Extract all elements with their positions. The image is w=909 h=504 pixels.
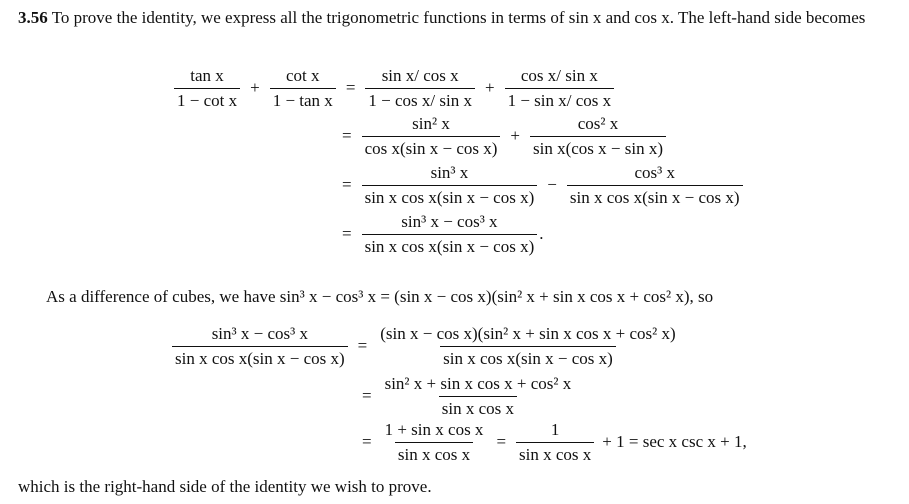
frac-sin-cos-ratio	[365, 66, 475, 110]
denominator: sin x cos x	[516, 442, 594, 465]
denominator: 1 − sin x/ cos x	[505, 88, 615, 111]
equals-sign: =	[342, 175, 352, 195]
frac-tan-over-1-cot	[174, 66, 240, 110]
eq2-line3	[354, 420, 747, 464]
frac-cot-over-1-tan	[270, 66, 336, 110]
equals-sign: =	[362, 386, 372, 406]
middle-paragraph	[46, 287, 909, 307]
frac-sin3	[362, 163, 538, 207]
numerator: sin² x	[412, 114, 450, 133]
eq1-line4	[334, 212, 544, 256]
equals-sign: =	[496, 432, 507, 452]
numerator: 1	[550, 420, 560, 439]
numerator: (sin x − cos x)(sin² x + sin x cos x + cos² x)	[380, 324, 676, 343]
numerator: sin² x + sin x cos x + cos² x	[384, 374, 572, 393]
denominator: cos x(sin x − cos x)	[362, 136, 501, 159]
middle-text: As a difference of cubes, we have sin³ x − cos³ x = (sin x − cos x)(sin² x + sin x cos x + cos² x), so	[46, 287, 714, 306]
eq1-line2	[334, 114, 668, 158]
problem-number: 3.56	[18, 8, 48, 27]
denominator: 1 − tan x	[270, 88, 336, 111]
frac-difference-of-cubes	[362, 212, 538, 256]
period: .	[539, 224, 544, 244]
intro-paragraph	[18, 8, 898, 28]
denominator: sin x cos x	[439, 396, 517, 419]
denominator: sin x cos x(sin x − cos x)	[440, 346, 616, 369]
denominator: sin x cos x(sin x − cos x)	[172, 346, 348, 369]
numerator: cos² x	[577, 114, 619, 133]
frac-cos2	[530, 114, 666, 158]
equals-sign: =	[345, 78, 356, 98]
eq1-line3	[334, 163, 745, 207]
plus-sign: +	[484, 78, 495, 98]
outro-paragraph	[18, 477, 898, 497]
frac-lhs	[172, 324, 348, 368]
numerator: cos x/ sin x	[520, 66, 598, 85]
equals-sign: =	[342, 224, 352, 244]
frac-one-over-sincos	[516, 420, 594, 464]
denominator: sin x cos x	[395, 442, 473, 465]
frac-cos-sin-ratio	[505, 66, 615, 110]
denominator: 1 − cos x/ sin x	[365, 88, 475, 111]
numerator: tan x	[190, 66, 224, 85]
denominator: sin x cos x(sin x − cos x)	[362, 185, 538, 208]
numerator: sin x/ cos x	[381, 66, 459, 85]
denominator: sin x(cos x − sin x)	[530, 136, 666, 159]
equals-sign: =	[342, 126, 352, 146]
frac-pythagorean	[382, 420, 487, 464]
equals-sign: =	[362, 432, 372, 452]
frac-sin2	[362, 114, 501, 158]
frac-cos3	[567, 163, 743, 207]
plus-sign: +	[510, 126, 521, 146]
minus-sign: −	[547, 175, 557, 195]
numerator: sin³ x − cos³ x	[211, 324, 308, 343]
numerator: sin³ x − cos³ x	[401, 212, 498, 231]
denominator: 1 − cot x	[174, 88, 240, 111]
frac-cancelled	[382, 374, 575, 418]
plus-sign: +	[250, 78, 260, 98]
eq2-line2	[354, 374, 576, 418]
eq2-line1	[170, 324, 681, 368]
frac-factored	[377, 324, 678, 368]
outro-text: which is the right-hand side of the identity we wish to prove.	[18, 477, 432, 496]
numerator: sin³ x	[430, 163, 469, 182]
numerator: 1 + sin x cos x	[384, 420, 484, 439]
numerator: cot x	[285, 66, 320, 85]
denominator: sin x cos x(sin x − cos x)	[362, 234, 538, 257]
numerator: cos³ x	[634, 163, 675, 182]
denominator: sin x cos x(sin x − cos x)	[567, 185, 743, 208]
eq1-line1	[172, 66, 616, 110]
final-result: + 1 = sec x csc x + 1,	[602, 432, 747, 452]
intro-text: To prove the identity, we express all the trigonometric functions in terms of sin x and cos x. The left-hand side becomes	[51, 8, 866, 27]
equals-sign: =	[357, 336, 368, 356]
